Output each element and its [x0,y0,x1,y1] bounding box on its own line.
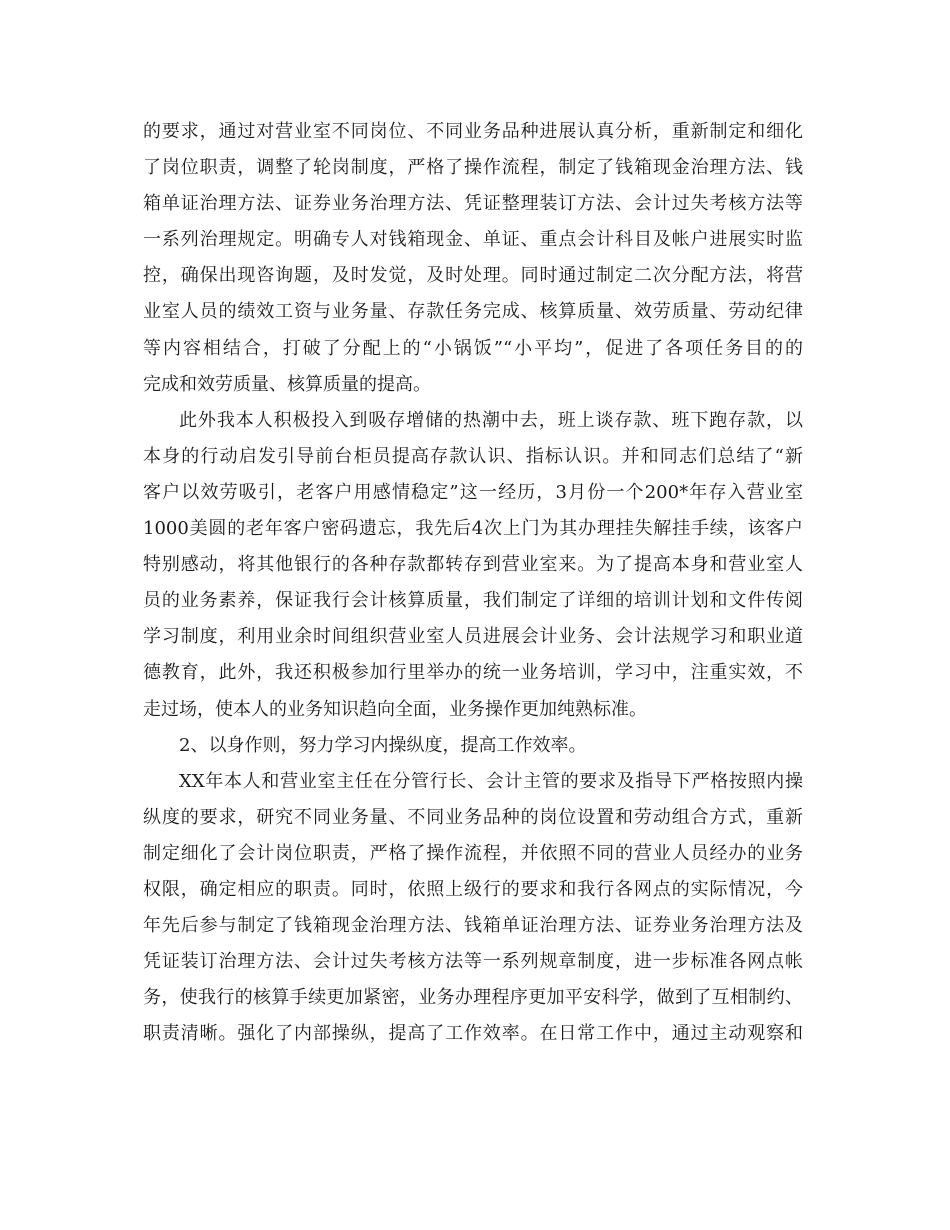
text-line: 了岗位职责，调整了轮岗制度，严格了操作流程，制定了钱箱现金治理方法、钱 [143,157,803,179]
text-line: 职责清晰。强化了内部操纵，提高了工作效率。在日常工作中，通过主动观察和 [143,1023,803,1045]
text-line: 年先后参与制定了钱箱现金治理方法、钱箱单证治理方法、证券业务治理方法及 [143,915,803,937]
paragraph-2 [143,403,803,728]
paragraph-1 [143,114,803,403]
text-line: 制定细化了会计岗位职责，严格了操作流程，并依照不同的营业人员经办的业务 [143,842,803,864]
text-line: 本身的行动启发引导前台柜员提高存款认识、指标认识。并和同志们总结了“新 [143,445,803,467]
text-line: 纵度的要求，研究不同业务量、不同业务品种的岗位设置和劳动组合方式，重新 [143,806,803,828]
text-line: 德教育，此外，我还积极参加行里举办的统一业务培训，学习中，注重实效，不 [143,662,803,684]
text-line: 的要求，通过对营业室不同岗位、不同业务品种进展认真分析，重新制定和细化 [143,121,803,142]
text-line: 学习制度，利用业余时间组织营业室人员进展会计业务、会计法规学习和职业道 [143,626,803,648]
text-line: 权限，确定相应的职责。同时，依照上级行的要求和我行各网点的实际情况，今 [143,878,803,900]
text-line: 箱单证治理方法、证券业务治理方法、凭证整理装订方法、会计过失考核方法等 [143,193,803,215]
section-heading [143,728,803,764]
text-line: 1000美圆的老年客户密码遗忘，我先后4次上门为其办理挂失解挂手续，该客户 [143,518,803,540]
text-line: 一系列治理规定。明确专人对钱箱现金、单证、重点会计科目及帐户进展实时监 [143,229,803,251]
text-line: 凭证装订治理方法、会计过失考核方法等一系列规章制度，进一步标准各网点帐 [143,951,803,973]
document-body [143,114,803,1052]
text-line: 员的业务素养，保证我行会计核算质量，我们制定了详细的培训计划和文件传阅 [143,590,803,612]
text-line: 业室人员的绩效工资与业务量、存款任务完成、核算质量、效劳质量、劳动纪律 [143,301,803,323]
text-line: 等内容相结合，打破了分配上的“小锅饭”“小平均”，促进了各项任务目的的 [143,337,803,359]
text-line: 务，使我行的核算手续更加紧密，业务办理程序更加平安科学，做到了互相制约、 [143,987,803,1009]
text-line: 完成和效劳质量、核算质量的提高。 [143,373,431,395]
text-line: 此外我本人积极投入到吸存增储的热潮中去，班上谈存款、班下跑存款，以 [179,409,803,431]
text-line: XX年本人和营业室主任在分管行长、会计主管的要求及指导下严格按照内操 [179,770,803,792]
text-line: 控，确保出现咨询题，及时发觉，及时处理。同时通过制定二次分配方法，将营 [143,265,803,287]
text-line: 特别感动，将其他银行的各种存款都转存到营业室来。为了提高本身和营业室人 [143,554,803,576]
heading-line: 2、以身作则，努力学习内操纵度，提高工作效率。 [179,734,587,756]
text-line: 走过场，使本人的业务知识趋向全面，业务操作更加纯熟标准。 [143,698,647,720]
text-line: 客户以效劳吸引，老客户用感情稳定”这一经历，3月份一个200*年存入营业室 [143,481,803,503]
paragraph-3 [143,764,803,1053]
